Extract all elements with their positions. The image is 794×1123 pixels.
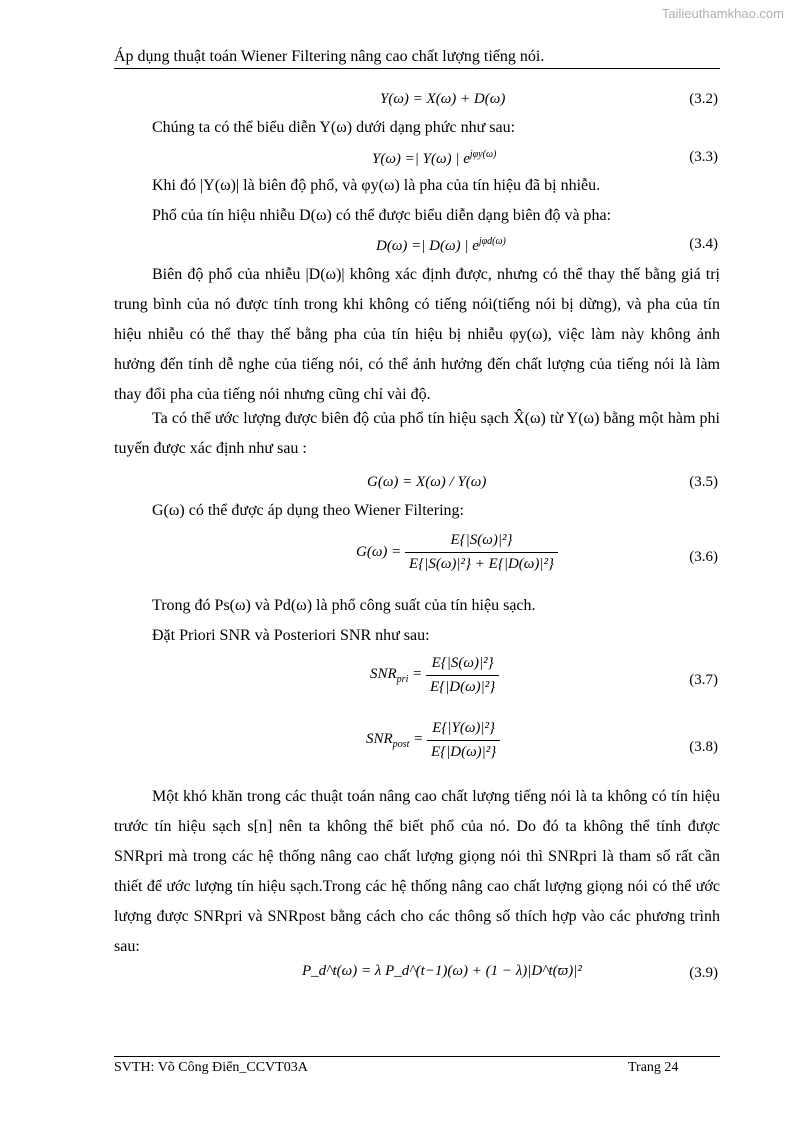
paragraph-1: Biên độ phổ của nhiễu |D(ω)| không xác định được, nhưng có thể thay thế bằng giá trị trung bình của nó được tính trong khi không có tiếng nói(tiếng nói bị dừng), và pha của tín hiệu nhiễu có thể thay thế bằng pha của tín hiệu bị nhiễu φy(ω), việc làm này không ảnh hưởng đến tính dễ nghe của tiếng nói, có thể ảnh hưởng đến chất lượng của tiếng nói là làm thay đổi pha của tiếng nói nhưng cũng chỉ vài độ. (114, 266, 720, 403)
text-line-2: Khi đó |Y(ω)| là biên độ phổ, và φy(ω) là pha của tín hiệu đã bị nhiễu. (152, 177, 601, 194)
paragraph-2: Ta có thể ước lượng được biên độ của phổ tín hiệu sạch X̂(ω) từ Y(ω) bằng một hàm phi tuyến được xác định như sau : (114, 410, 720, 457)
text-line-1: Chúng ta có thể biểu diễn Y(ω) dưới dạng phức như sau: (152, 119, 516, 136)
header-divider (114, 68, 720, 69)
text-line-5: Trong đó Ps(ω) và Pd(ω) là phổ công suất của tín hiệu sạch. (152, 597, 536, 614)
fraction-3-6: $\frac{\text{E\{|S(ω)|²\}}}{\text{E\{|S(ω)|²\} + E\{|D(ω)|²\}}}$ (405, 532, 558, 573)
equation-number-3-3: (3.3) (689, 149, 718, 165)
text-line-3: Phổ của tín hiệu nhiễu D(ω) có thể được biểu diễn dạng biên độ và pha: (152, 207, 612, 224)
equation-3-3: Y(ω) =| Y(ω) | $e^{j\varphi y(\omega)}$ (372, 149, 497, 167)
page-header-title: Áp dụng thuật toán Wiener Filtering nâng cao chất lượng tiếng nói. (114, 48, 545, 65)
watermark: Tailieuthamkhao.com (661, 6, 784, 21)
equation-number-3-4: (3.4) (689, 236, 718, 252)
equation-3-8: $SNR_{post}$ = $\frac{\text{E\{|Y(ω)|²\}}}{\text{E\{|D(ω)|²\}}}$ (366, 720, 500, 761)
equation-number-3-7: (3.7) (689, 672, 718, 688)
footer-author: SVTH: Võ Công Điển_CCVT03A (114, 1060, 308, 1075)
equation-3-4: D(ω) =| D(ω) | $e^{j\varphi d(\omega)}$ (376, 236, 506, 254)
equation-3-6: G(ω) = $\frac{\text{E\{|S(ω)|²\}}}{\text{E\{|S(ω)|²\} + E\{|D(ω)|²\}}}$ (356, 532, 558, 573)
fraction-3-8: $\frac{\text{E\{|Y(ω)|²\}}}{\text{E\{|D(ω)|²\}}}$ (427, 720, 500, 761)
paragraph-3: Một khó khăn trong các thuật toán nâng cao chất lượng tiếng nói là ta không có tín hiệu trước tín hiệu sạch s[n] nên ta không thể biết phổ của nó. Do đó ta không thể tính được SNRpri mà trong các hệ thống nâng cao chất lượng giọng nói thì SNRpri là tham số rất cần thiết để ước lượng tín hiệu sạch.Trong các hệ thống nâng cao chất lượng giọng nói có thể ước lượng được SNRpri và SNRpost bằng cách cho các thông số thích hợp vào các phương trình sau: (114, 788, 720, 955)
footer-page-number: Trang 24 (628, 1060, 679, 1075)
equation-number-3-6: (3.6) (689, 549, 718, 565)
footer-divider (114, 1056, 720, 1057)
text-line-4: G(ω) có thể được áp dụng theo Wiener Filtering: (152, 502, 464, 519)
equation-number-3-9: (3.9) (689, 965, 718, 981)
equation-3-9: P_d^t(ω) = λ P_d^(t−1)(ω) + (1 − λ)|D^t(ϖ)|² (302, 963, 582, 979)
equation-3-2: Y(ω) = X(ω) + D(ω) (380, 91, 506, 107)
equation-3-7: $SNR_{pri}$ = $\frac{\text{E\{|S(ω)|²\}}}{\text{E\{|D(ω)|²\}}}$ (370, 655, 499, 696)
equation-3-5: G(ω) = X(ω) / Y(ω) (367, 474, 487, 490)
equation-number-3-2: (3.2) (689, 91, 718, 107)
fraction-3-7: $\frac{\text{E\{|S(ω)|²\}}}{\text{E\{|D(ω)|²\}}}$ (426, 655, 499, 696)
text-line-6: Đặt Priori SNR và Posteriori SNR như sau: (152, 627, 430, 644)
equation-number-3-5: (3.5) (689, 474, 718, 490)
equation-number-3-8: (3.8) (689, 739, 718, 755)
